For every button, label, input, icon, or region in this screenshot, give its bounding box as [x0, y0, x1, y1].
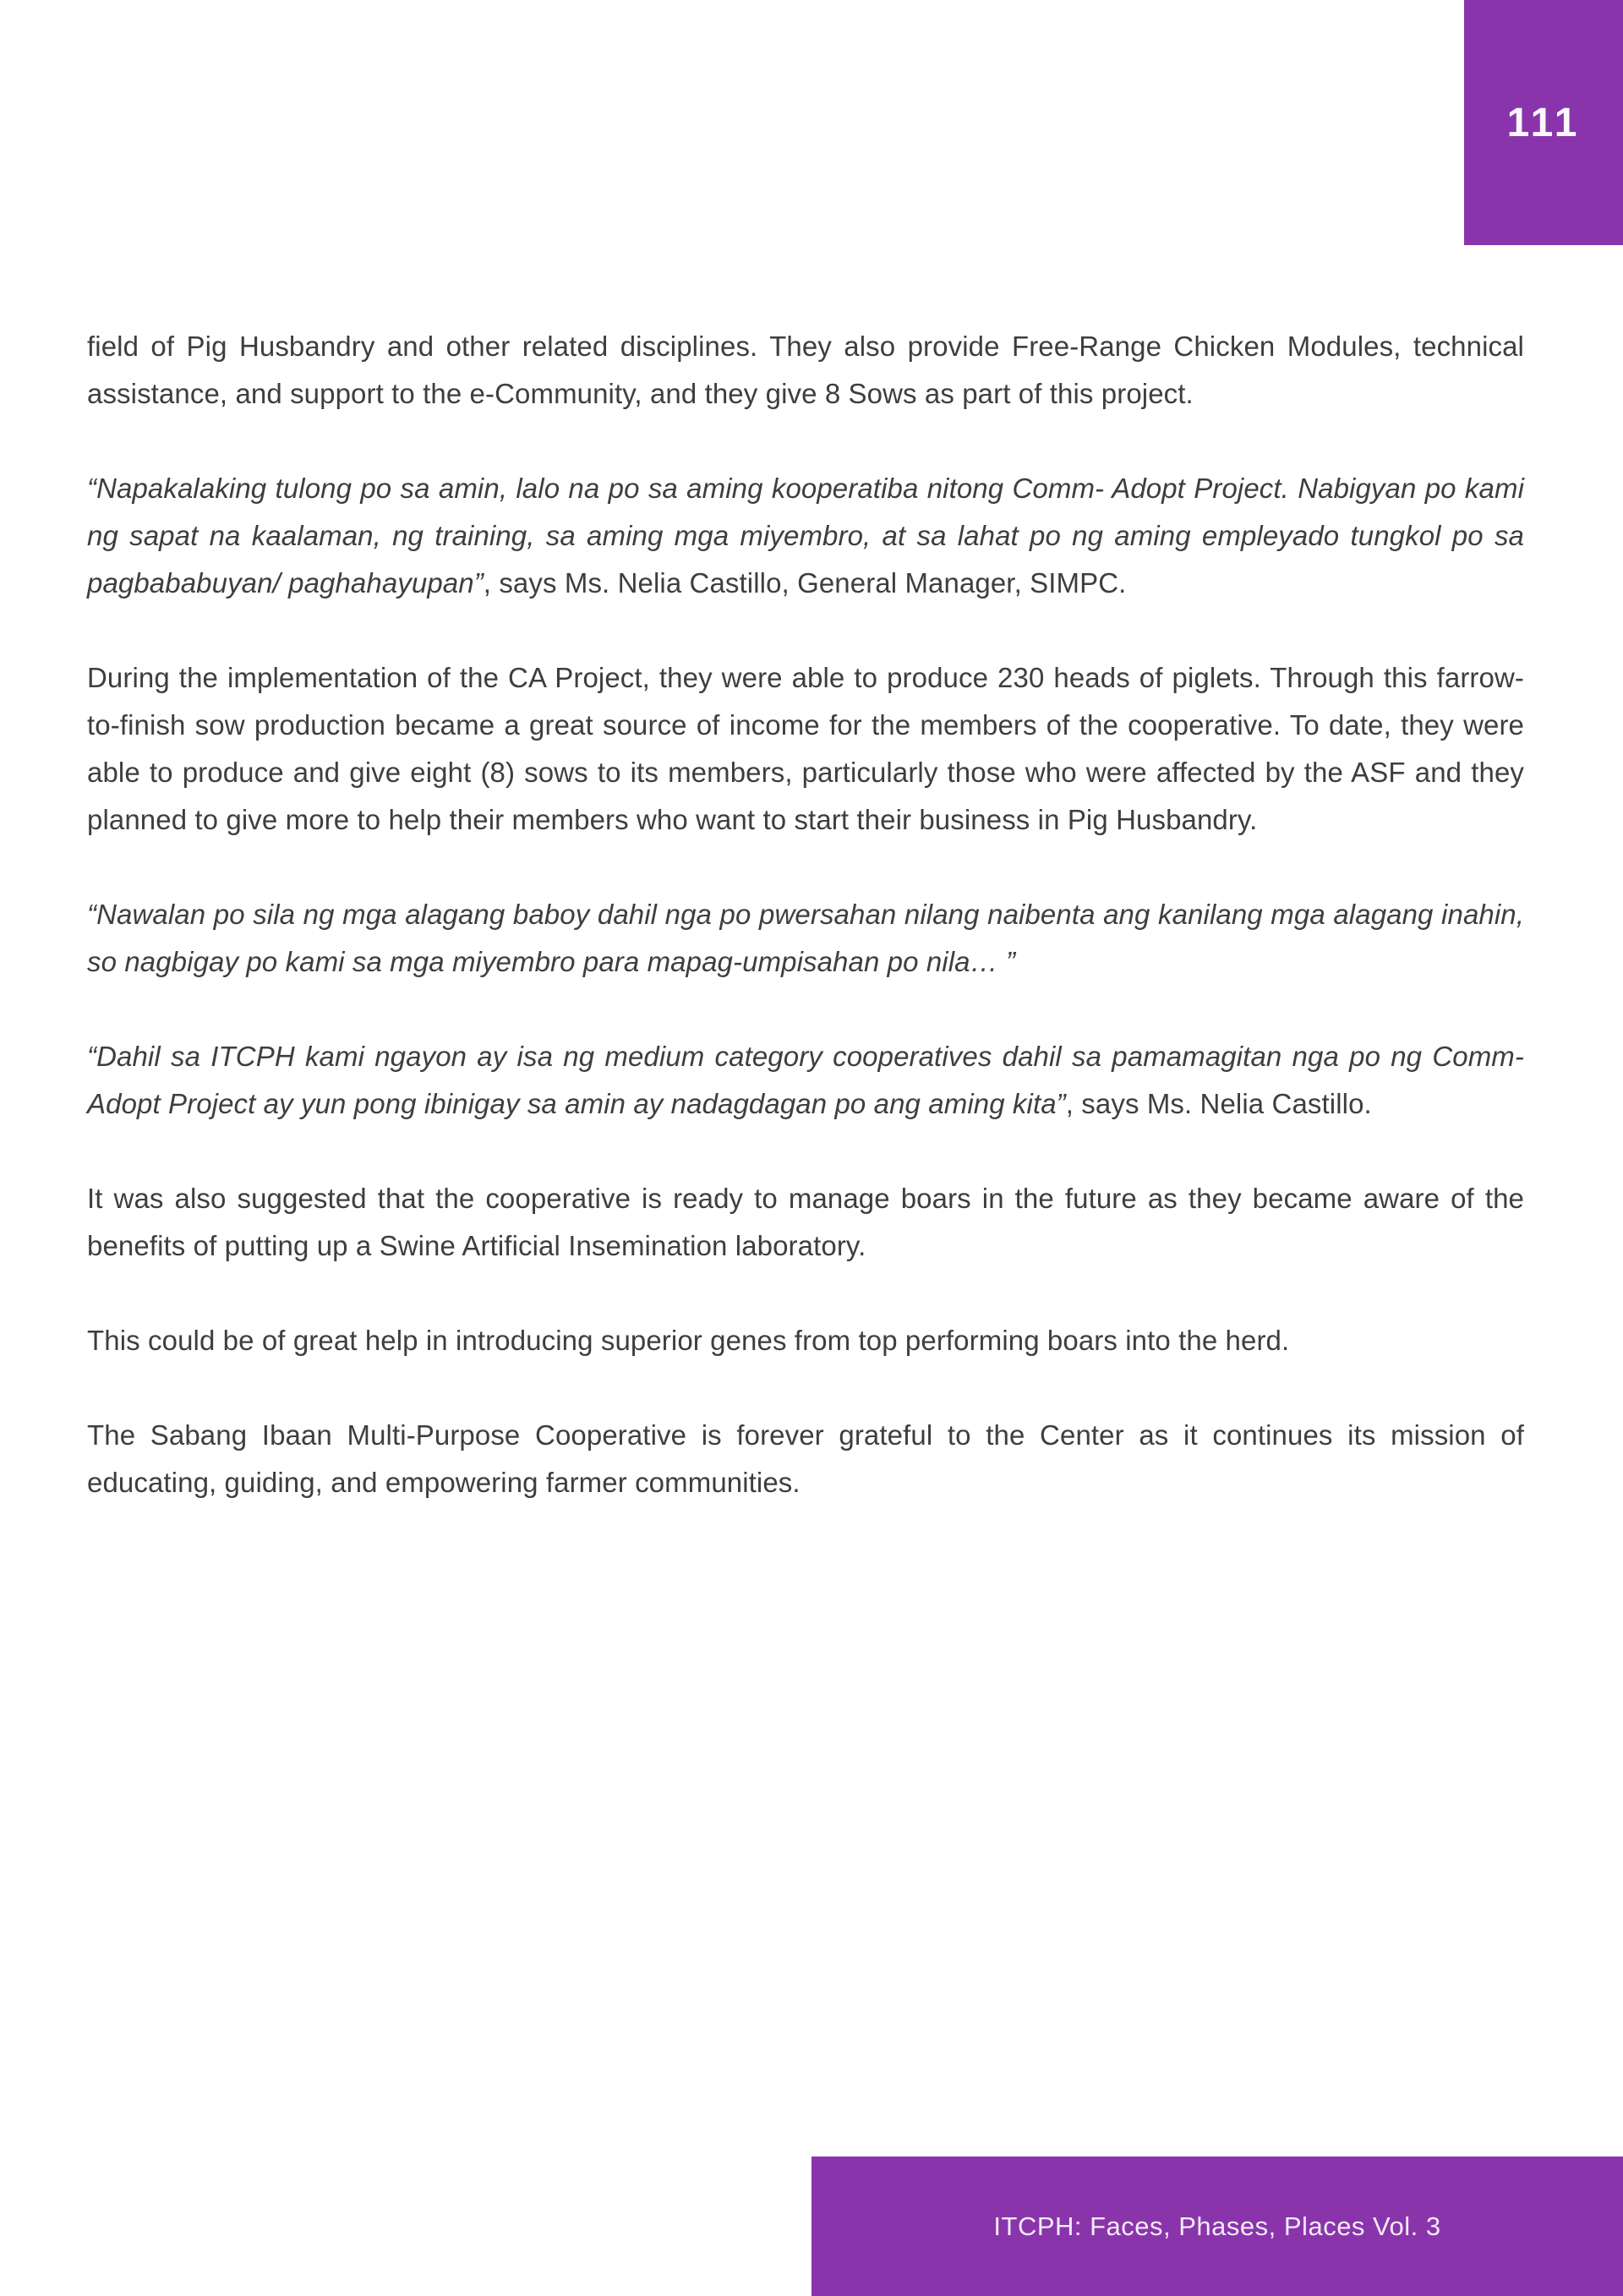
paragraph — [87, 1412, 1524, 1506]
footer-title: ITCPH: Faces, Phases, Places Vol. 3 — [993, 2211, 1441, 2241]
body-text: This could be of great help in introducing superior genes from top performing boars into the herd. — [87, 1325, 1290, 1356]
body-text: During the implementation of the CA Project, they were able to produce 230 heads of piglets. Through this farrow-to-finish sow production became a great source of income for the members of the cooperative. To date, they were able to produce and give eight (8) sows to its members, particularly those who were affected by the ASF and they planned to give more to help their members who want to start their business in Pig Husbandry. — [87, 662, 1524, 835]
paragraph — [87, 654, 1524, 844]
paragraph — [87, 1175, 1524, 1270]
body-text: , says Ms. Nelia Castillo, General Manager, SIMPC. — [483, 567, 1127, 599]
body-text: It was also suggested that the cooperative is ready to manage boars in the future as they became aware of the benefits of putting up a Swine Artificial Insemination laboratory. — [87, 1183, 1524, 1261]
footer-bar — [812, 2157, 1623, 2296]
quote-text: “Napakalaking tulong po sa amin, lalo na po sa aming kooperatiba nitong Comm- Adopt Project. Nabigyan po kami ng sapat na kaalaman, ng training, sa aming mga miyembro, at sa lahat po ng aming empleyado tungkol po sa pagbababuyan/ paghahayupan” — [87, 473, 1524, 599]
body-text: field of Pig Husbandry and other related disciplines. They also provide Free-Range Chicken Modules, technical assistance, and support to the e-Community, and they give 8 Sows as part of this project. — [87, 331, 1524, 409]
page-number: 111 — [1506, 100, 1581, 145]
article-body — [87, 323, 1524, 1554]
page-number-box — [1464, 0, 1623, 245]
quote-text: “Dahil sa ITCPH kami ngayon ay isa ng medium category cooperatives dahil sa pamamagitan nga po ng Comm-Adopt Project ay yun pong ibinigay sa amin ay nadagdagan po ang aming kita” — [87, 1041, 1524, 1119]
quote-text: “Nawalan po sila ng mga alagang baboy dahil nga po pwersahan nilang naibenta ang kanilang mga alagang inahin, so nagbigay po kami sa mga miyembro para mapag-umpisahan po nila… ” — [87, 899, 1524, 977]
paragraph — [87, 465, 1524, 607]
paragraph — [87, 1317, 1524, 1364]
paragraph — [87, 323, 1524, 418]
paragraph — [87, 1033, 1524, 1128]
body-text: The Sabang Ibaan Multi-Purpose Cooperative is forever grateful to the Center as it continues its mission of educating, guiding, and empowering farmer communities. — [87, 1419, 1524, 1498]
body-text: , says Ms. Nelia Castillo. — [1065, 1088, 1372, 1119]
paragraph — [87, 891, 1524, 986]
